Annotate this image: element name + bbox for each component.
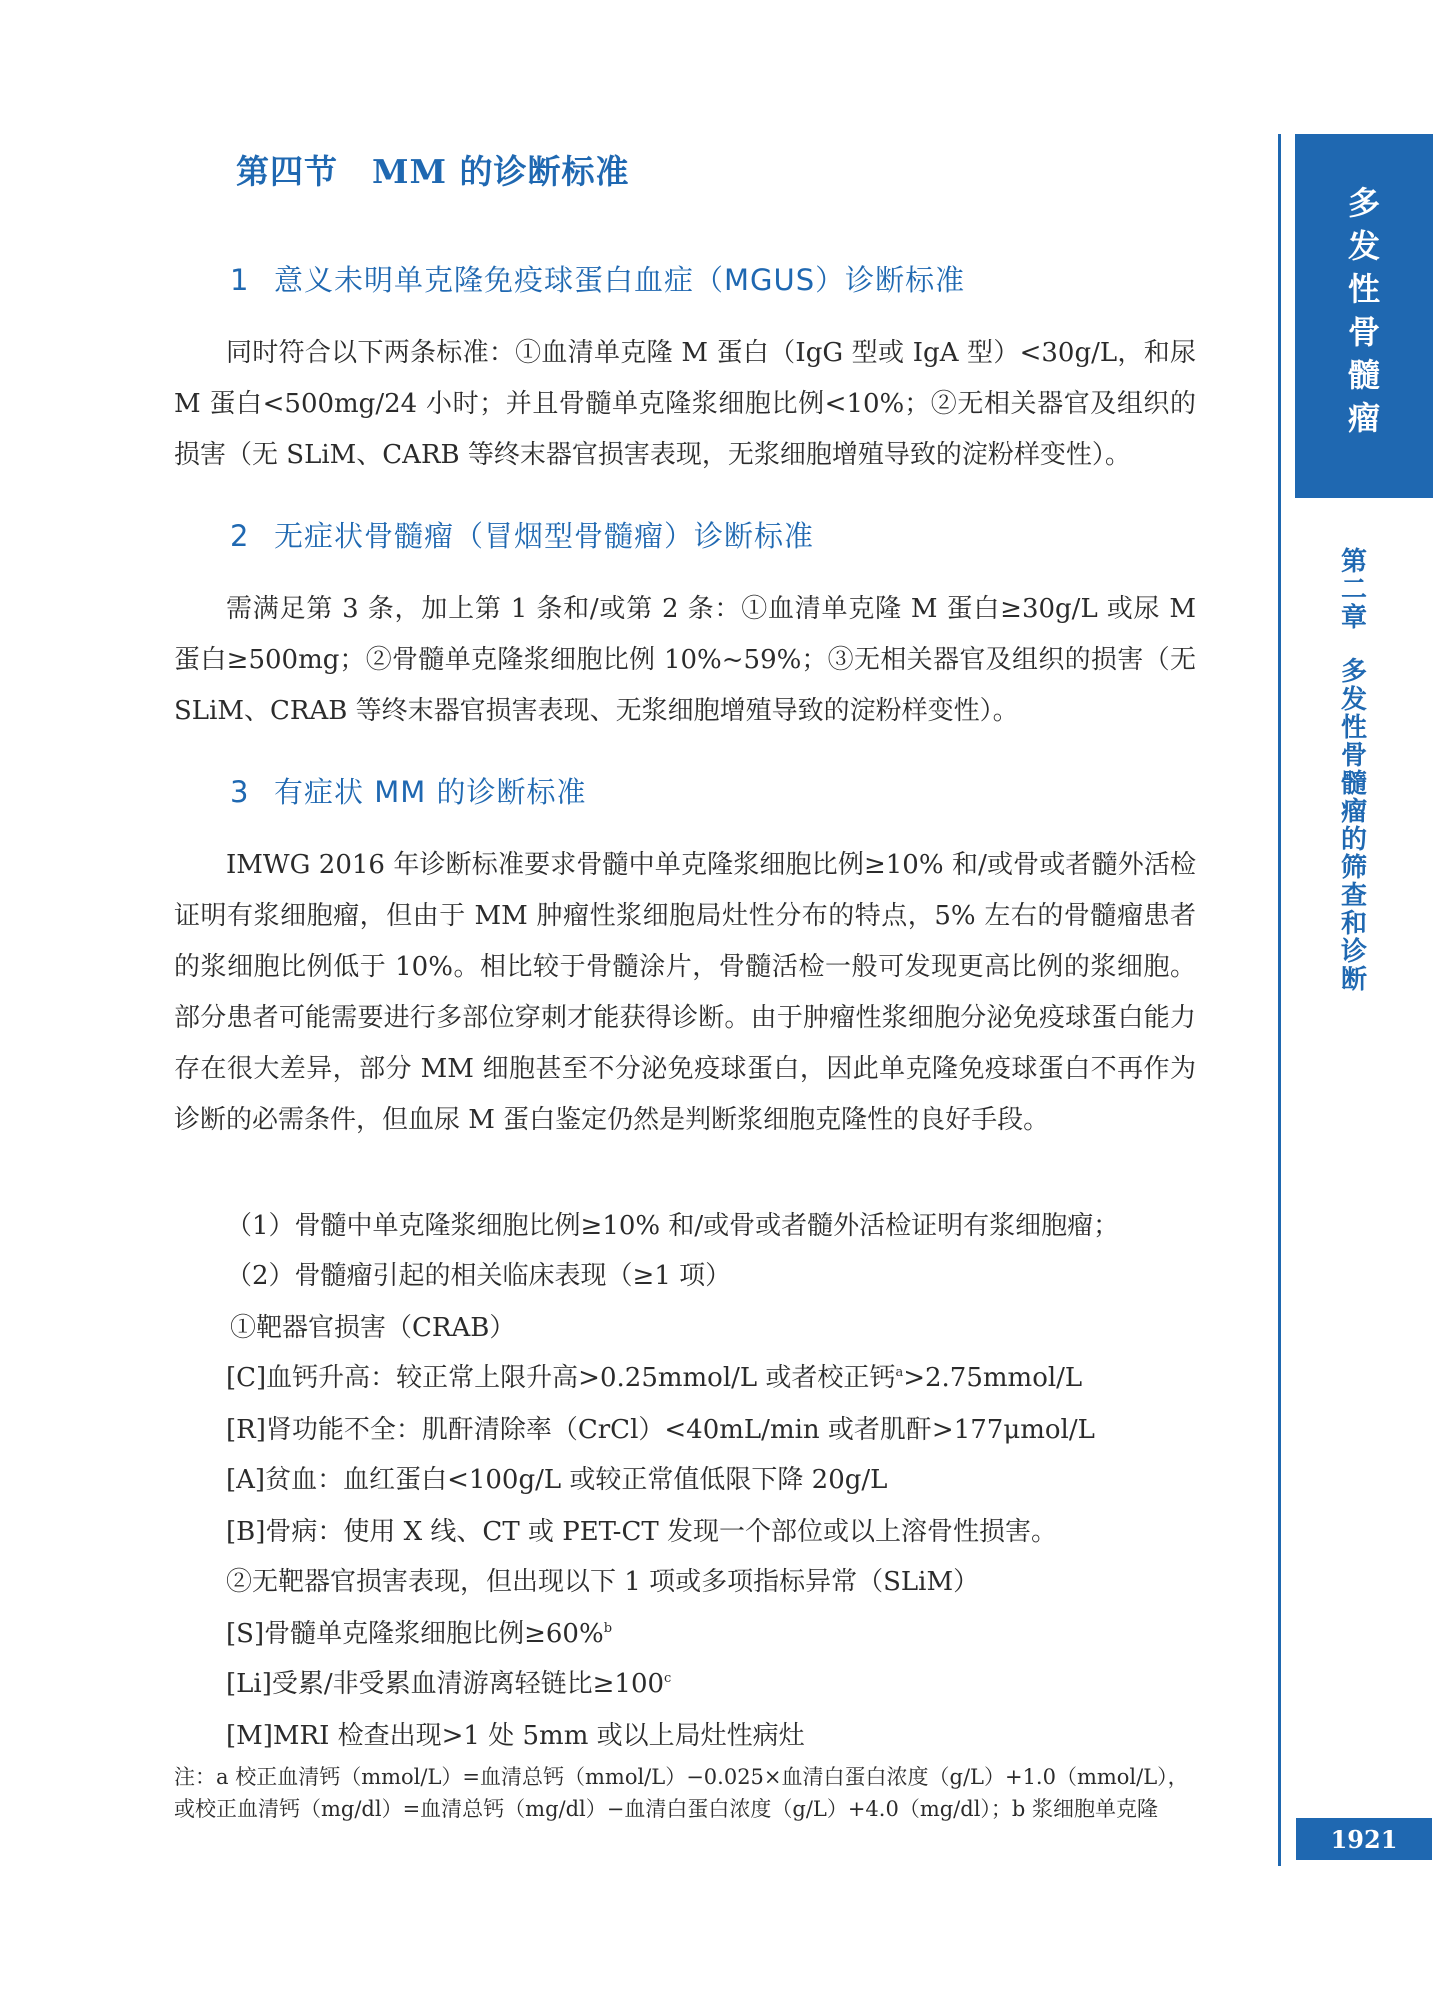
slim-li-text: [Li]受累/非受累血清游离轻链比≥100 xyxy=(226,1669,665,1699)
side-chapter-char: 断 xyxy=(1340,965,1367,995)
footnote-marker-a: a xyxy=(895,1365,904,1380)
side-chapter-char: 和 xyxy=(1340,909,1367,939)
crab-c-value: >2.75mmol/L xyxy=(903,1363,1083,1393)
side-chapter-char: 筛 xyxy=(1340,853,1367,883)
side-tab-char: 骨 xyxy=(1347,313,1380,351)
side-chapter-char: 二 xyxy=(1340,575,1367,605)
section-title: 第四节 MM 的诊断标准 xyxy=(236,152,630,191)
paragraph-smoldering: 需满足第 3 条，加上第 1 条和/或第 2 条：①血清单克隆 M 蛋白≥30g/L 或尿 M 蛋白≥500mg；②骨髓单克隆浆细胞比例 10%~59%；③无相关器官及组织的损害（无 SLiM、CRAB 等终末器官损害表现、无浆细胞增殖导致的淀粉样变性）。 xyxy=(174,594,1196,726)
heading-number: 1 xyxy=(230,263,250,297)
side-chapter-char: 瘤 xyxy=(1340,797,1367,827)
slim-s xyxy=(226,1614,612,1654)
crab-r: [R]肾功能不全：肌酐清除率（CrCl）<40mL/min 或者肌酐>177μmol/L xyxy=(226,1415,1095,1445)
paragraph-mgus: 同时符合以下两条标准：①血清单克隆 M 蛋白（IgG 型或 IgA 型）<30g/L，和尿 M 蛋白<500mg/24 小时；并且骨髓单克隆浆细胞比例<10%；②无相关器官及组织的损害（无 SLiM、CARB 等终末器官损害表现，无浆细胞增殖导致的淀粉样变性）。 xyxy=(174,338,1196,470)
side-chapter-char: 章 xyxy=(1340,603,1367,633)
footnote-marker-b: b xyxy=(603,1621,613,1636)
crab-a: [A]贫血：血红蛋白<100g/L 或较正常值低限下降 20g/L xyxy=(226,1465,888,1495)
slim-m: [M]MRI 检查出现>1 处 5mm 或以上局灶性病灶 xyxy=(226,1721,805,1751)
side-chapter-char: 性 xyxy=(1340,713,1367,743)
heading-text: 意义未明单克隆免疫球蛋白血症（MGUS）诊断标准 xyxy=(274,263,966,297)
side-chapter-label xyxy=(1330,548,1378,994)
footnote-marker-c: c xyxy=(664,1671,672,1686)
side-tab-char: 髓 xyxy=(1347,356,1380,394)
crab-title: ①靶器官损害（CRAB） xyxy=(230,1313,516,1343)
footnote: 注：a 校正血清钙（mmol/L）=血清总钙（mmol/L）−0.025×血清白蛋白浓度（g/L）+1.0（mmol/L），或校正血清钙（mg/dl）=血清总钙（mg/dl）−血清白蛋白浓度（g/L）+4.0（mg/dl）；b 浆细胞单克隆 xyxy=(174,1765,1189,1821)
heading-text: 有症状 MM 的诊断标准 xyxy=(274,775,587,809)
crab-c-text: [C]血钙升高：较正常上限升高>0.25mmol/L 或者校正钙 xyxy=(226,1363,896,1393)
side-tab xyxy=(1295,134,1433,498)
side-chapter-char: 第 xyxy=(1340,547,1367,577)
crab-c xyxy=(226,1358,1082,1398)
side-rail-line xyxy=(1278,134,1281,1866)
heading-smoldering xyxy=(230,514,814,555)
criterion-1: （1）骨髓中单克隆浆细胞比例≥10% 和/或骨或者髓外活检证明有浆细胞瘤； xyxy=(226,1211,1120,1241)
page-number: 1921 xyxy=(1296,1818,1432,1860)
side-tab-char: 多 xyxy=(1347,184,1380,222)
slim-title: ②无靶器官损害表现，但出现以下 1 项或多项指标异常（SLiM） xyxy=(226,1567,980,1597)
side-tab-char: 瘤 xyxy=(1347,399,1380,437)
side-chapter-char: 发 xyxy=(1340,685,1367,715)
side-chapter-char: 骨 xyxy=(1340,741,1367,771)
side-tab-char: 性 xyxy=(1347,270,1380,308)
slim-s-text: [S]骨髓单克隆浆细胞比例≥60% xyxy=(226,1619,604,1649)
side-chapter-char: 多 xyxy=(1340,657,1367,687)
slim-li xyxy=(226,1664,671,1704)
criterion-2: （2）骨髓瘤引起的相关临床表现（≥1 项） xyxy=(226,1261,732,1291)
heading-text: 无症状骨髓瘤（冒烟型骨髓瘤）诊断标准 xyxy=(274,519,815,553)
paragraph-symptomatic: IMWG 2016 年诊断标准要求骨髓中单克隆浆细胞比例≥10% 和/或骨或者髓外活检证明有浆细胞瘤，但由于 MM 肿瘤性浆细胞局灶性分布的特点，5% 左右的骨髓瘤患者的浆细胞比例低于 10%。相比较于骨髓涂片，骨髓活检一般可发现更高比例的浆细胞。部分患者可能需要进行多部位穿刺才能获得诊断。由于肿瘤性浆细胞分泌免疫球蛋白能力存在很大差异，部分 MM 细胞甚至不分泌免疫球蛋白，因此单克隆免疫球蛋白不再作为诊断的必需条件，但血尿 M 蛋白鉴定仍然是判断浆细胞克隆性的良好手段。 xyxy=(174,850,1196,1135)
side-chapter-char: 的 xyxy=(1340,825,1367,855)
side-chapter-char: 查 xyxy=(1340,881,1367,911)
heading-mgus xyxy=(230,258,965,299)
heading-number: 2 xyxy=(230,519,250,553)
heading-number: 3 xyxy=(230,775,250,809)
heading-symptomatic xyxy=(230,770,586,811)
crab-b: [B]骨病：使用 X 线、CT 或 PET-CT 发现一个部位或以上溶骨性损害。 xyxy=(226,1517,1057,1547)
side-tab-char: 发 xyxy=(1347,227,1380,265)
side-chapter-char: 诊 xyxy=(1340,937,1367,967)
side-chapter-char: 髓 xyxy=(1340,769,1367,799)
